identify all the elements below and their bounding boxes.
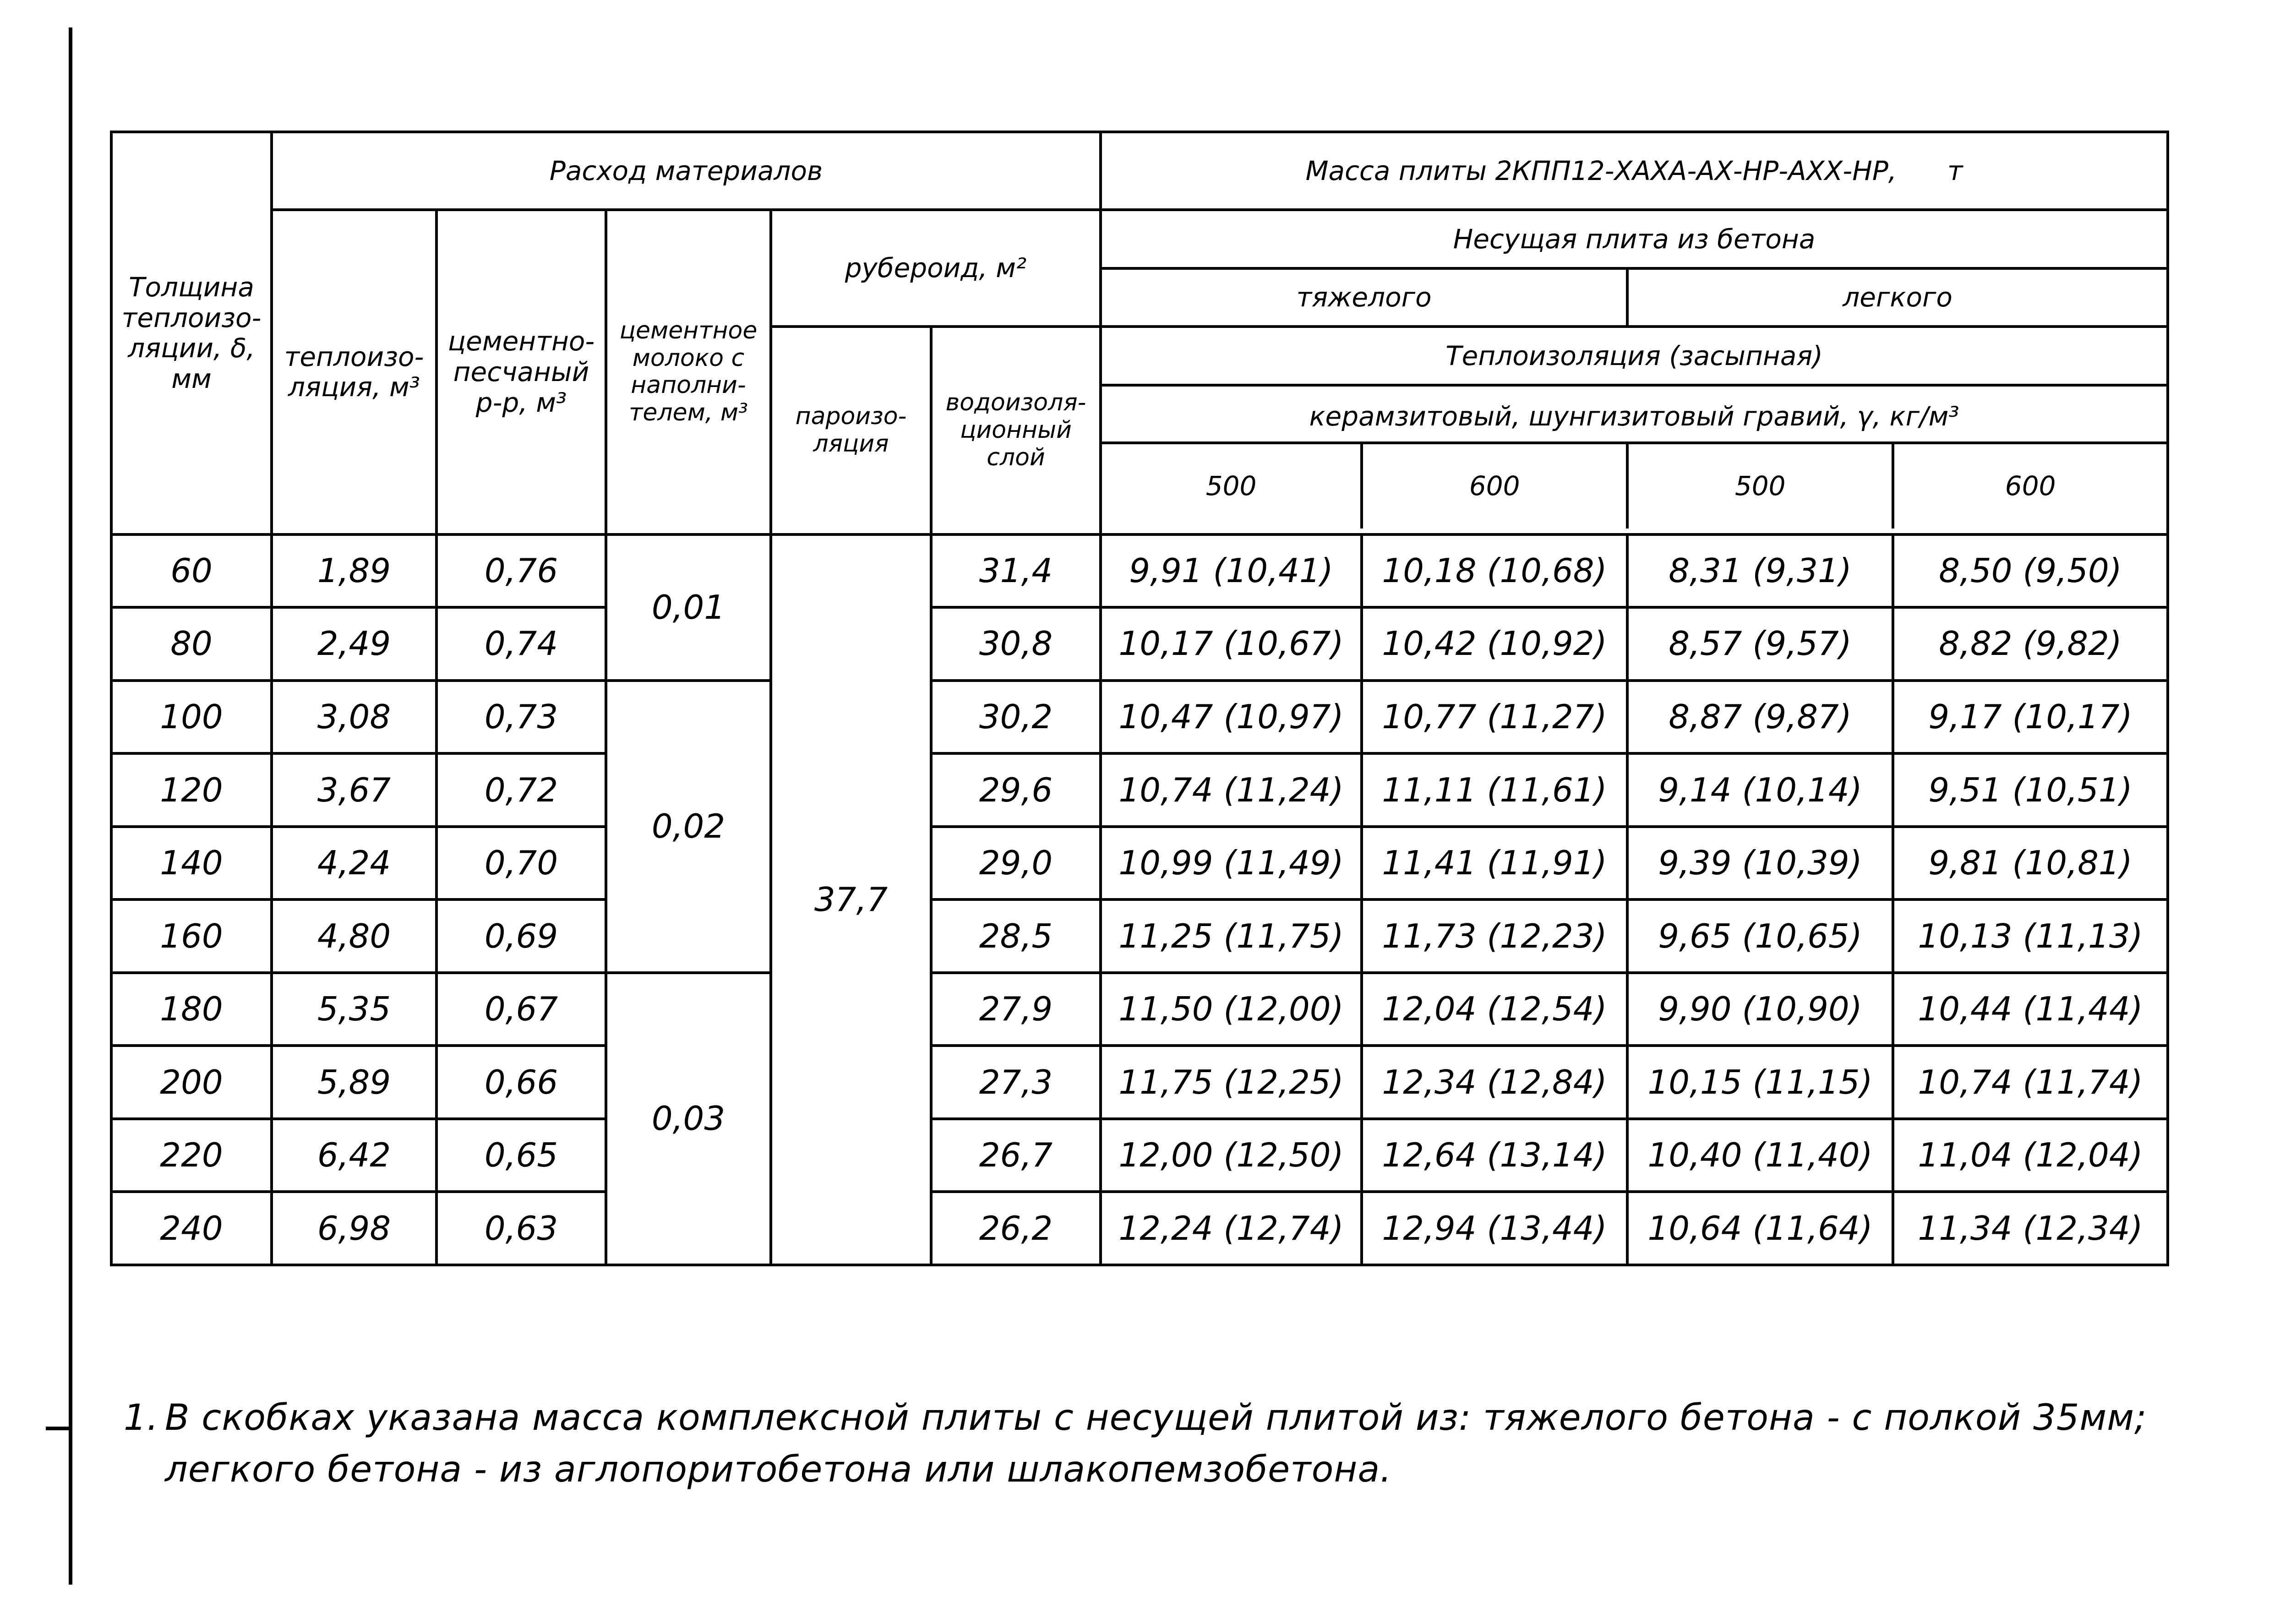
- header-vapor-barrier: пароизо-ляция: [771, 327, 931, 534]
- header-density-light-600: 600: [2005, 470, 2056, 502]
- cell-cement-sand-volume: 0,76: [436, 534, 606, 608]
- cell-mass-heavy-500: 10,74 (11,24): [1101, 753, 1362, 827]
- header-density-heavy-600: 600: [1363, 444, 1629, 529]
- cell-mass-heavy-500: 10,47 (10,97): [1101, 681, 1362, 754]
- header-waterproofing: водоизоля-ционный слой: [931, 327, 1101, 534]
- cell-mass-light-500: 8,57 (9,57): [1627, 607, 1893, 681]
- cell-thickness: 60: [111, 534, 272, 608]
- cell-thickness: 200: [111, 1046, 272, 1119]
- cell-thickness: 100: [111, 681, 272, 754]
- table-row: [111, 1192, 2168, 1265]
- header-density-heavy-500: 500: [1102, 444, 1363, 529]
- header-gravel-block: [1101, 385, 2168, 534]
- cell-insulation-volume: 3,67: [272, 753, 436, 827]
- cell-mass-light-600: 9,51 (10,51): [1893, 753, 2168, 827]
- table-row: [111, 973, 2168, 1046]
- header-mass-unit: т: [1947, 155, 1963, 186]
- cell-waterproofing-area: 28,5: [931, 899, 1101, 973]
- table-row: [111, 827, 2168, 900]
- cell-cement-milk-volume: 0,01: [606, 534, 771, 681]
- cell-cement-sand-volume: 0,69: [436, 899, 606, 973]
- cell-mass-heavy-600: 10,42 (10,92): [1362, 607, 1627, 681]
- cell-cement-sand-volume: 0,66: [436, 1046, 606, 1119]
- header-gravel: керамзитовый, шунгизитовый гравий, γ, кг/м³: [1102, 391, 2166, 444]
- cell-waterproofing-area: 27,9: [931, 973, 1101, 1046]
- cell-mass-light-600: 11,34 (12,34): [1893, 1192, 2168, 1265]
- cell-vapor-barrier-area: 37,7: [771, 534, 931, 1265]
- margin-tick-mark: [46, 1427, 71, 1430]
- cell-insulation-volume: 4,24: [272, 827, 436, 900]
- cell-insulation-volume: 5,89: [272, 1046, 436, 1119]
- header-cement-sand: цементно-песчаный р-р, м³: [436, 210, 606, 534]
- header-light-concrete: легкого: [1627, 268, 2168, 327]
- table-body: [111, 534, 2168, 1265]
- header-density-light-500: 500: [1629, 444, 1894, 529]
- footnote-text-2: легкого бетона - из аглопоритобетона или шлакопемзобетона.: [165, 1449, 1392, 1491]
- cell-thickness: 240: [111, 1192, 272, 1265]
- cell-mass-light-500: 9,39 (10,39): [1627, 827, 1893, 900]
- cell-mass-light-500: 10,15 (11,15): [1627, 1046, 1893, 1119]
- cell-insulation-volume: 4,80: [272, 899, 436, 973]
- table-row: [111, 899, 2168, 973]
- cell-mass-heavy-500: 9,91 (10,41): [1101, 534, 1362, 608]
- table-row: [111, 753, 2168, 827]
- table-row: [111, 1046, 2168, 1119]
- header-insulation-fill: Теплоизоляция (засыпная): [1101, 327, 2168, 385]
- cell-waterproofing-area: 30,2: [931, 681, 1101, 754]
- materials-mass-table: [110, 131, 2169, 1266]
- cell-mass-light-500: 8,87 (9,87): [1627, 681, 1893, 754]
- cell-cement-sand-volume: 0,72: [436, 753, 606, 827]
- cell-cement-sand-volume: 0,74: [436, 607, 606, 681]
- cell-mass-light-500: 10,64 (11,64): [1627, 1192, 1893, 1265]
- cell-waterproofing-area: 26,2: [931, 1192, 1101, 1265]
- header-mass-title: Масса плиты 2КПП12-ХАХА-АХ-НР-АХХ-НР,: [1305, 155, 1897, 186]
- cell-mass-light-600: 10,74 (11,74): [1893, 1046, 2168, 1119]
- cell-waterproofing-area: 29,0: [931, 827, 1101, 900]
- table-row: [111, 1119, 2168, 1192]
- cell-mass-heavy-600: 12,64 (13,14): [1362, 1119, 1627, 1192]
- cell-waterproofing-area: 26,7: [931, 1119, 1101, 1192]
- cell-mass-heavy-600: 10,18 (10,68): [1362, 534, 1627, 608]
- cell-cement-milk-volume: 0,03: [606, 973, 771, 1265]
- cell-insulation-volume: 3,08: [272, 681, 436, 754]
- cell-mass-light-600: 9,81 (10,81): [1893, 827, 2168, 900]
- header-cement-milk: цементное молоко с наполни-телем, м³: [606, 210, 771, 534]
- cell-thickness: 180: [111, 973, 272, 1046]
- cell-waterproofing-area: 27,3: [931, 1046, 1101, 1119]
- footnote-line-1: [124, 1392, 2230, 1444]
- cell-insulation-volume: 1,89: [272, 534, 436, 608]
- header-mass: [1101, 132, 2168, 210]
- cell-mass-heavy-500: 10,17 (10,67): [1101, 607, 1362, 681]
- cell-waterproofing-area: 31,4: [931, 534, 1101, 608]
- cell-waterproofing-area: 29,6: [931, 753, 1101, 827]
- cell-mass-light-500: 9,14 (10,14): [1627, 753, 1893, 827]
- header-bearing-slab: Несущая плита из бетона: [1101, 210, 2168, 268]
- cell-cement-sand-volume: 0,65: [436, 1119, 606, 1192]
- table-row: [111, 607, 2168, 681]
- cell-mass-light-600: 8,50 (9,50): [1893, 534, 2168, 608]
- cell-thickness: 160: [111, 899, 272, 973]
- cell-cement-sand-volume: 0,73: [436, 681, 606, 754]
- cell-mass-light-600: 8,82 (9,82): [1893, 607, 2168, 681]
- footnote: [124, 1392, 2230, 1496]
- cell-mass-heavy-500: 11,75 (12,25): [1101, 1046, 1362, 1119]
- cell-mass-heavy-500: 12,24 (12,74): [1101, 1192, 1362, 1265]
- cell-mass-light-600: 9,17 (10,17): [1893, 681, 2168, 754]
- cell-mass-heavy-500: 11,25 (11,75): [1101, 899, 1362, 973]
- cell-mass-light-500: 9,65 (10,65): [1627, 899, 1893, 973]
- cell-mass-light-600: 10,44 (11,44): [1893, 973, 2168, 1046]
- cell-mass-heavy-600: 11,41 (11,91): [1362, 827, 1627, 900]
- header-insulation: теплоизо-ляция, м³: [272, 210, 436, 534]
- cell-cement-sand-volume: 0,63: [436, 1192, 606, 1265]
- cell-mass-heavy-600: 12,34 (12,84): [1362, 1046, 1627, 1119]
- footnote-text-1: В скобках указана масса комплексной плиты с несущей плитой из: тяжелого бетона - с полкой 35мм;: [165, 1397, 2147, 1439]
- cell-thickness: 120: [111, 753, 272, 827]
- cell-mass-heavy-500: 10,99 (11,49): [1101, 827, 1362, 900]
- cell-insulation-volume: 6,42: [272, 1119, 436, 1192]
- header-materials: Расход материалов: [272, 132, 1101, 210]
- cell-cement-milk-volume: 0,02: [606, 681, 771, 973]
- cell-mass-light-500: 8,31 (9,31): [1627, 534, 1893, 608]
- table-row: [111, 534, 2168, 608]
- header-density-row: [1102, 444, 2166, 529]
- cell-thickness: 140: [111, 827, 272, 900]
- table-row: [111, 681, 2168, 754]
- cell-mass-light-600: 10,13 (11,13): [1893, 899, 2168, 973]
- cell-mass-heavy-600: 11,73 (12,23): [1362, 899, 1627, 973]
- cell-mass-light-500: 9,90 (10,90): [1627, 973, 1893, 1046]
- cell-thickness: 220: [111, 1119, 272, 1192]
- cell-mass-heavy-600: 10,77 (11,27): [1362, 681, 1627, 754]
- header-heavy-concrete: тяжелого: [1101, 268, 1627, 327]
- cell-mass-heavy-600: 11,11 (11,61): [1362, 753, 1627, 827]
- cell-mass-light-500: 10,40 (11,40): [1627, 1119, 1893, 1192]
- footnote-number: 1.: [124, 1397, 159, 1439]
- cell-insulation-volume: 2,49: [272, 607, 436, 681]
- header-thickness: Толщина теплоизо-ляции, δ, мм: [111, 132, 272, 534]
- cell-insulation-volume: 5,35: [272, 973, 436, 1046]
- cell-mass-heavy-600: 12,04 (12,54): [1362, 973, 1627, 1046]
- cell-waterproofing-area: 30,8: [931, 607, 1101, 681]
- cell-cement-sand-volume: 0,67: [436, 973, 606, 1046]
- left-margin-line: [69, 27, 72, 1585]
- cell-thickness: 80: [111, 607, 272, 681]
- cell-mass-heavy-600: 12,94 (13,44): [1362, 1192, 1627, 1265]
- header-ruberoid: рубероид, м²: [771, 210, 1101, 327]
- cell-mass-heavy-500: 11,50 (12,00): [1101, 973, 1362, 1046]
- cell-cement-sand-volume: 0,70: [436, 827, 606, 900]
- cell-mass-heavy-500: 12,00 (12,50): [1101, 1119, 1362, 1192]
- cell-insulation-volume: 6,98: [272, 1192, 436, 1265]
- cell-mass-light-600: 11,04 (12,04): [1893, 1119, 2168, 1192]
